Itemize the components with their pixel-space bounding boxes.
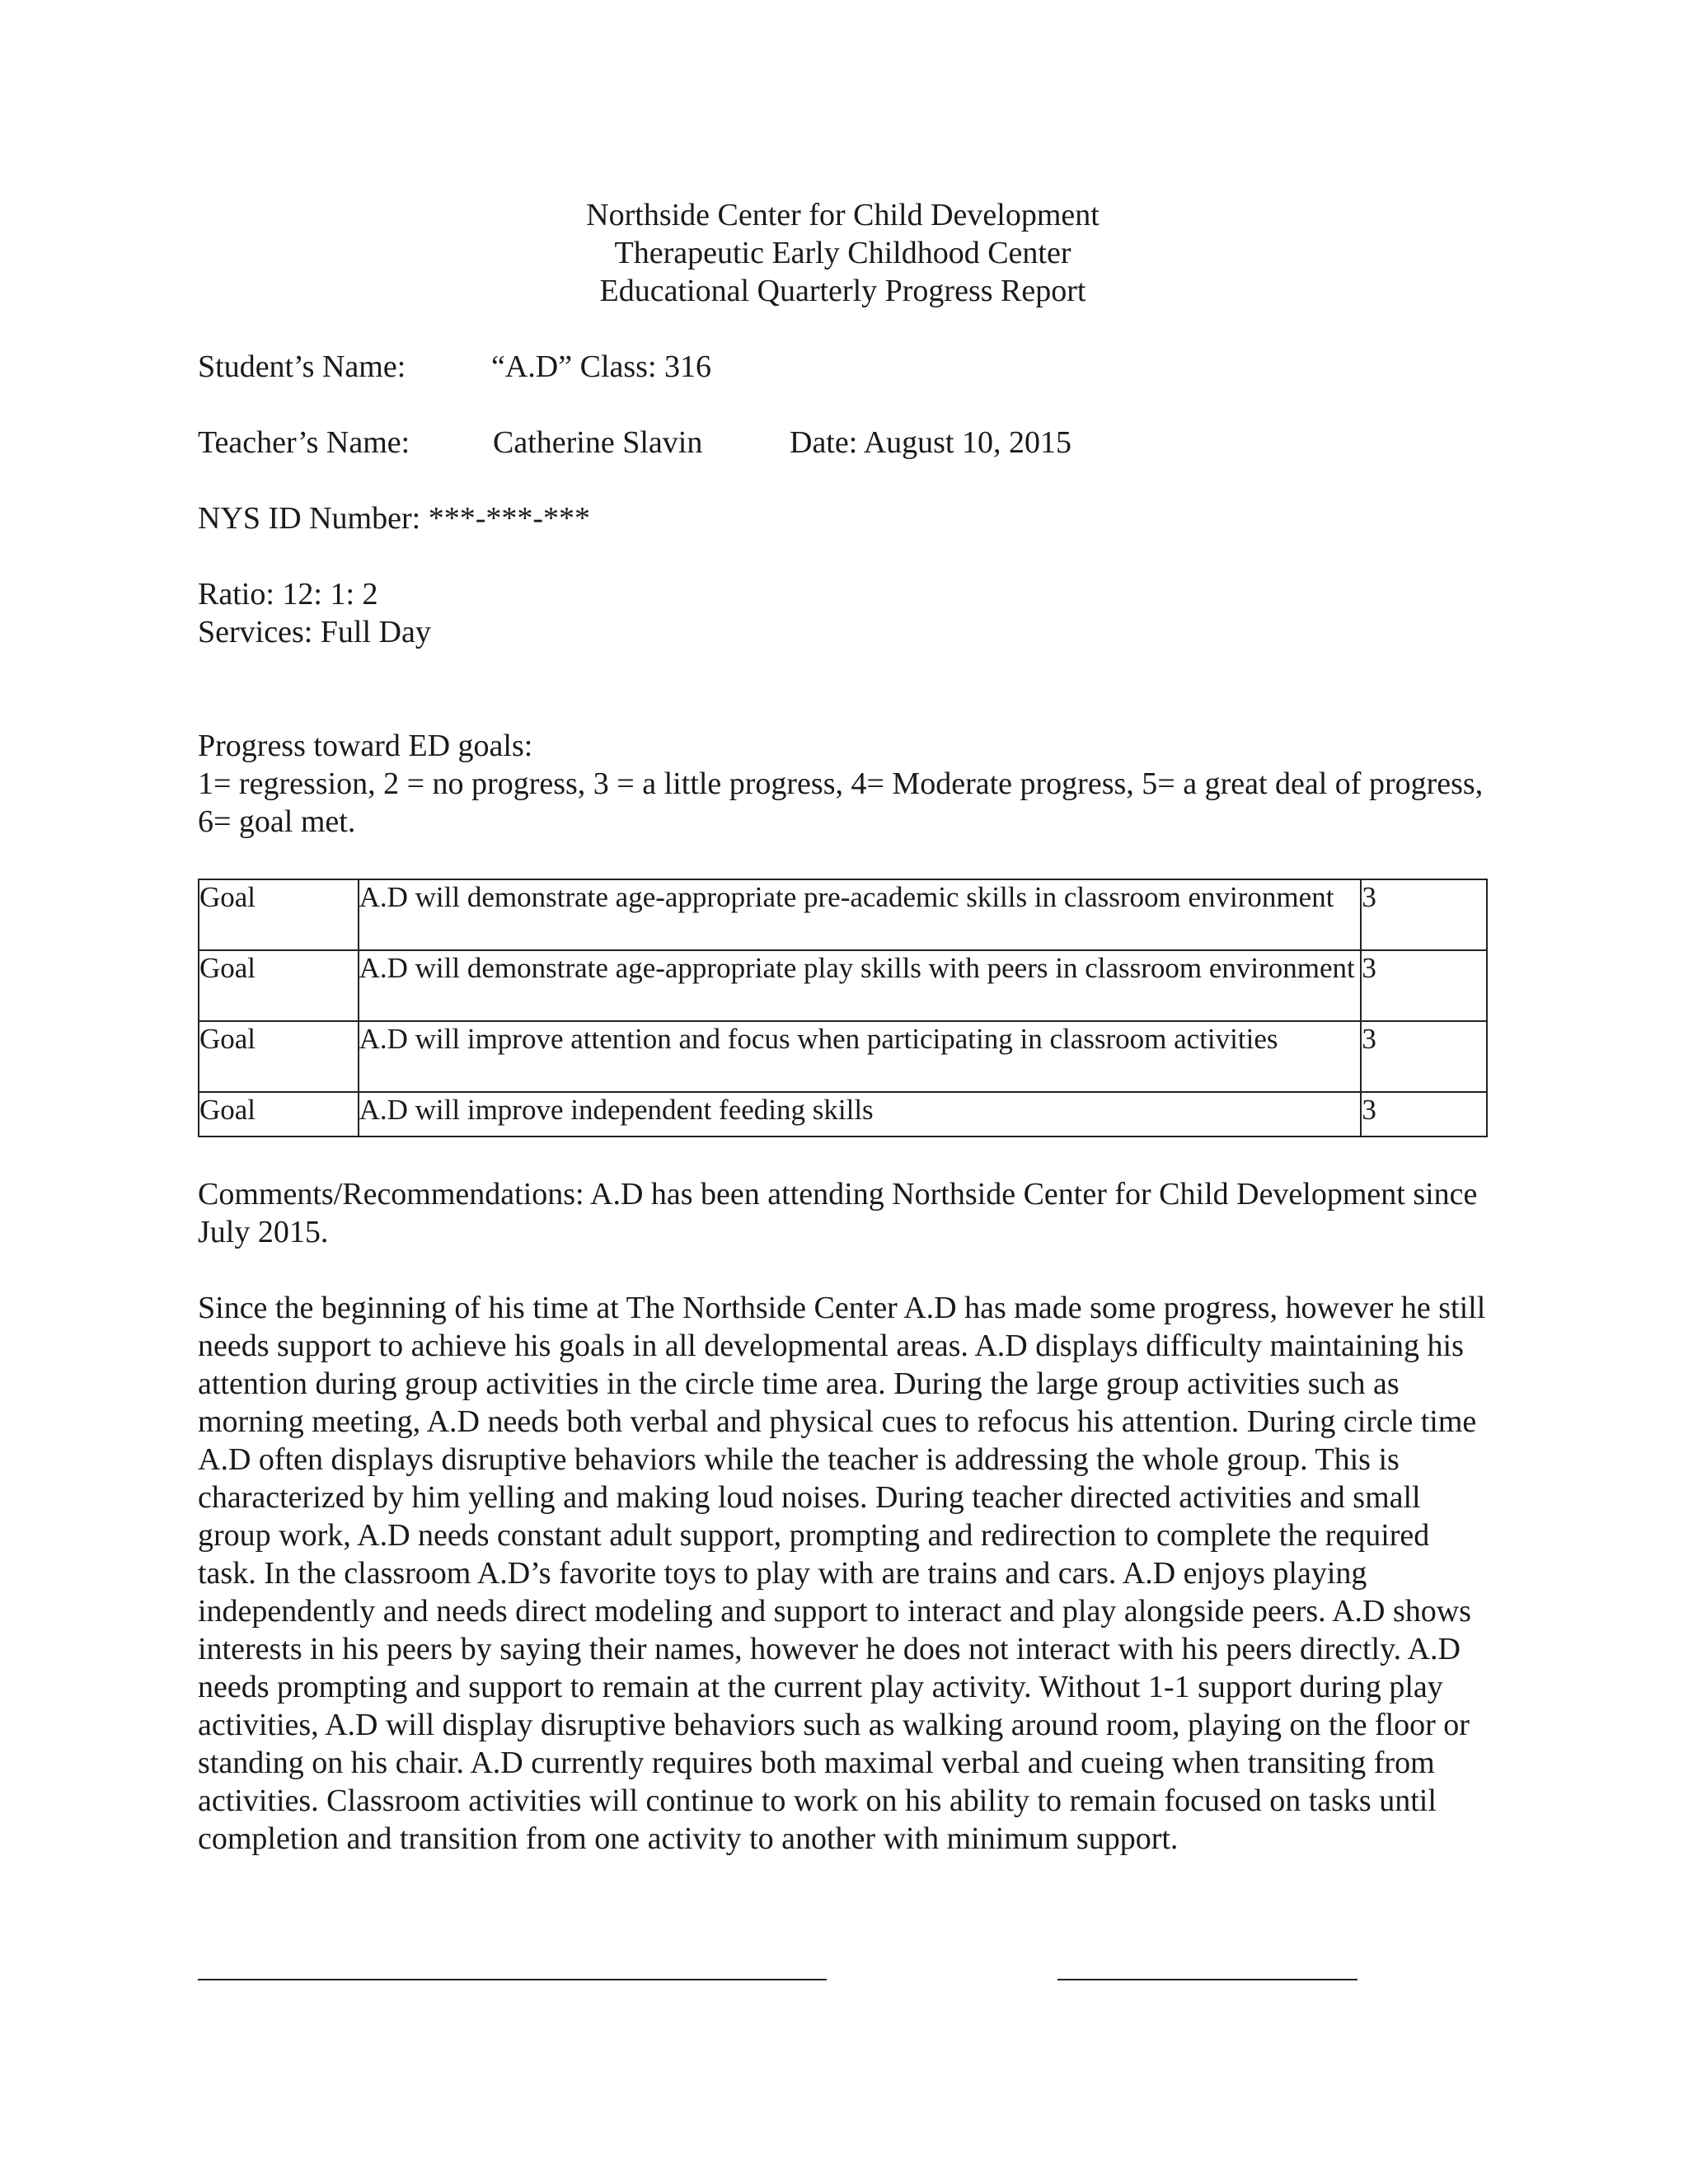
comments-intro: Comments/Recommendations: A.D has been attending Northside Center for Child Development since July 2015. (198, 1177, 1478, 1249)
teacher-line (198, 424, 1488, 462)
goal-row (199, 1092, 1487, 1137)
student-name-label: Student’s Name: (198, 349, 406, 384)
center-name: Therapeutic Early Childhood Center (614, 236, 1071, 270)
goal-description: A.D will improve attention and focus when participating in classroom activities (359, 1021, 1362, 1092)
goal-row (199, 879, 1487, 950)
goal-description: A.D will demonstrate age-appropriate pre-academic skills in classroom environment (359, 879, 1362, 950)
report-title: Educational Quarterly Progress Report (599, 274, 1086, 308)
goal-row (199, 1021, 1487, 1092)
teacher-name-value: Catherine Slavin (493, 425, 703, 460)
report-date: Date: August 10, 2015 (790, 425, 1071, 460)
goal-label: Goal (199, 879, 359, 950)
progress-scale: 1= regression, 2 = no progress, 3 = a little progress, 4= Moderate progress, 5= a great deal of progress, 6= goal met. (198, 766, 1484, 839)
goal-score: 3 (1361, 1092, 1487, 1137)
goals-table (198, 879, 1488, 1137)
student-name-value: “A.D” Class: 316 (491, 349, 712, 384)
goal-score: 3 (1361, 1021, 1487, 1092)
services: Services: Full Day (198, 615, 431, 649)
date-signature-line (1057, 1979, 1357, 1980)
goal-description: A.D will improve independent feeding skills (359, 1092, 1362, 1137)
goal-label: Goal (199, 950, 359, 1021)
report-header (198, 196, 1488, 310)
organization-name: Northside Center for Child Development (586, 198, 1100, 232)
nys-id-number: NYS ID Number: ***-***-*** (198, 501, 591, 536)
goal-label: Goal (199, 1021, 359, 1092)
student-line (198, 348, 1488, 386)
ratio: Ratio: 12: 1: 2 (198, 577, 378, 612)
teacher-name-label: Teacher’s Name: (198, 425, 410, 460)
report-page (198, 196, 1488, 1858)
goal-score: 3 (1361, 950, 1487, 1021)
goal-label: Goal (199, 1092, 359, 1137)
goal-score: 3 (1361, 879, 1487, 950)
progress-heading: Progress toward ED goals: (198, 729, 533, 763)
goal-description: A.D will demonstrate age-appropriate play skills with peers in classroom environment (359, 950, 1362, 1021)
comments-body: Since the beginning of his time at The Northside Center A.D has made some progress, however he still needs support to achieve his goals in all developmental areas. A.D displays difficulty maintaining his attention during group activities in the circle time area. During the large group activities such as morning meeting, A.D needs both verbal and physical cues to refocus his attention. During circle time A.D often displays disruptive behaviors while the teacher is addressing the whole group. This is characterized by him yelling and making loud noises. During teacher directed activities and small group work, A.D needs constant adult support, prompting and redirection to complete the required task. In the classroom A.D’s favorite toys to play with are trains and cars. A.D enjoys playing independently and needs direct modeling and support to interact and play alongside peers. A.D shows interests in his peers by saying their names, however he does not interact with his peers directly. A.D needs prompting and support to remain at the current play activity. Without 1-1 support during play activities, A.D will display disruptive behaviors such as walking around room, playing on the floor or standing on his chair. A.D currently requires both maximal verbal and cueing when transiting from activities. Classroom activities will continue to work on his ability to remain focused on tasks until completion and transition from one activity to another with minimum support. (198, 1291, 1486, 1856)
goal-row (199, 950, 1487, 1021)
signature-line (198, 1979, 827, 1980)
